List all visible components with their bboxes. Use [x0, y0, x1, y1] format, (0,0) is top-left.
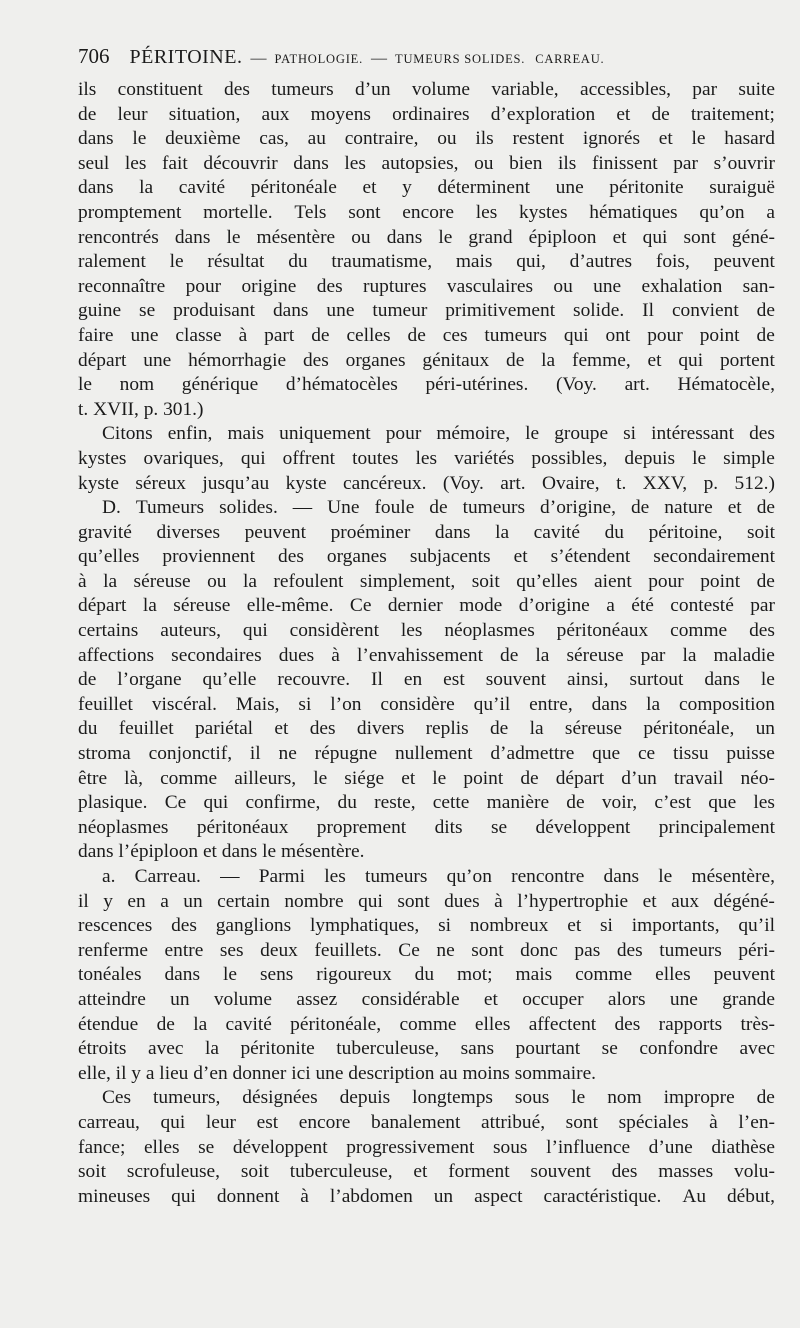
text-line-section-start: D. Tumeurs solides. — Une foule de tumeurs d’origine, de nature et de — [102, 497, 775, 519]
text-line: dans le deuxième cas, au contraire, ou ils restent ignorés et le hasard — [78, 128, 775, 150]
text-line: ils constituent des tumeurs d’un volume variable, accessibles, par suite — [78, 79, 775, 100]
text-line: dans la cavité péritonéale et y déterminent une péritonite suraiguë — [78, 177, 775, 199]
text-line: le nom générique d’hématocèles péri-utérines. (Voy. art. Hématocèle, — [78, 374, 775, 396]
text-line: départ une hémorrhagie des organes génitaux de la femme, et qui portent — [78, 349, 775, 371]
text-line: de leur situation, aux moyens ordinaires d’exploration et de traitement; — [78, 103, 775, 125]
text-line: kyste séreux jusqu’au kyste cancéreux. (Voy. art. Ovaire, t. XXV, p. 512.) — [78, 472, 775, 494]
text-line: il y en a un certain nombre qui sont dues à l’hypertrophie et aux dégéné- — [78, 890, 775, 912]
text-line: carreau, qui leur est encore banalement attribué, sont spéciales à l’en- — [78, 1111, 775, 1133]
text-line: départ la séreuse elle-même. Ce dernier mode d’origine a été contesté par — [78, 595, 775, 617]
text-line: guine se produisant dans une tumeur primitivement solide. Il convient de — [78, 300, 775, 322]
text-line: être là, comme ailleurs, le siége et le point de départ d’un travail néo- — [78, 767, 775, 789]
text-line-paragraph-start: Ces tumeurs, désignées depuis longtemps sous le nom impropre de — [102, 1087, 775, 1109]
text-line: tonéales dans le sens rigoureux du mot; mais comme elles peuvent — [78, 964, 775, 986]
text-line-last: dans l’épiploon et dans le mésentère. — [78, 841, 365, 863]
text-line: seul les fait découvrir dans les autopsies, ou bien ils finissent par s’ouvrir — [78, 152, 775, 174]
text-line: plasique. Ce qui confirme, du reste, cette manière de voir, c’est que les — [78, 792, 775, 814]
body-text — [78, 78, 775, 1209]
text-line: stroma conjonctif, il ne répugne nullement d’admettre que ce tissu puisse — [78, 743, 775, 765]
text-line: gravité diverses peuvent proéminer dans la cavité du péritoine, soit — [78, 521, 775, 543]
header-subsection: TUMEURS SOLIDES. — [395, 52, 526, 66]
header-separator: — — [371, 50, 388, 67]
text-line: néoplasmes péritonéaux proprement dits se développent principalement — [78, 816, 775, 838]
text-line: reconnaître pour origine des ruptures vasculaires ou une exhalation san- — [78, 275, 775, 297]
text-line: renferme entre ses deux feuillets. Ce ne sont donc pas des tumeurs péri- — [78, 939, 775, 961]
header-separator: — — [250, 50, 267, 67]
text-line-last: elle, il y a lieu d’en donner ici une description au moins sommaire. — [78, 1062, 597, 1084]
text-line: du feuillet pariétal et des divers replis de la séreuse péritonéale, un — [78, 718, 775, 740]
text-line: affections secondaires dues à l’envahissement de la séreuse par la maladie — [78, 644, 775, 666]
text-line-last: t. XVII, p. 301.) — [78, 398, 204, 420]
page-number: 706 — [78, 44, 110, 68]
text-line: rescences des ganglions lymphatiques, si nombreux et si importants, qu’il — [78, 915, 775, 937]
text-line: atteindre un volume assez considérable et occuper alors une grande — [78, 988, 775, 1010]
text-line: feuillet viscéral. Mais, si l’on considère qu’il entre, dans la composition — [78, 693, 775, 715]
text-line: promptement mortelle. Tels sont encore les kystes hématiques qu’on a — [78, 201, 775, 223]
text-line: fance; elles se développent progressivement sous l’influence d’une diathèse — [78, 1136, 775, 1158]
text-line: soit scrofuleuse, soit tuberculeuse, et forment souvent des masses volu- — [78, 1161, 775, 1183]
text-line: étendue de la cavité péritonéale, comme elles affectent des rapports très- — [78, 1013, 775, 1035]
text-line: rencontrés dans le mésentère ou dans le grand épiploon et qui sont géné- — [78, 226, 775, 248]
header-topic: CARREAU. — [535, 52, 605, 66]
text-line: à la séreuse ou la refoulent simplement, soit qu’elles aient pour point de — [78, 570, 775, 592]
text-line: mineuses qui donnent à l’abdomen un aspect caractéristique. Au début, — [78, 1185, 775, 1207]
text-line: ralement le résultat du traumatisme, mais qui, d’autres fois, peuvent — [78, 251, 775, 273]
text-line: qu’elles proviennent des organes subjacents et s’étendent secondairement — [78, 546, 775, 568]
text-line: kystes ovariques, qui offrent toutes les variétés possibles, depuis le simple — [78, 447, 775, 469]
text-line: certains auteurs, qui considèrent les néoplasmes péritonéaux comme des — [78, 620, 775, 642]
running-title: PÉRITOINE. — [129, 46, 243, 68]
text-line: de l’organe qu’elle recouvre. Il en est souvent ainsi, surtout dans le — [78, 669, 775, 691]
text-line-paragraph-start: Citons enfin, mais uniquement pour mémoire, le groupe si intéressant des — [102, 423, 775, 445]
header-section: PATHOLOGIE. — [274, 52, 364, 66]
running-header — [78, 44, 768, 74]
text-line: étroits avec la péritonite tuberculeuse, sans pourtant se confondre avec — [78, 1038, 775, 1060]
text-line: faire une classe à part de celles de ces tumeurs qui ont pour point de — [78, 324, 775, 346]
text-line-subsection-start: a. Carreau. — Parmi les tumeurs qu’on rencontre dans le mésentère, — [102, 866, 775, 887]
